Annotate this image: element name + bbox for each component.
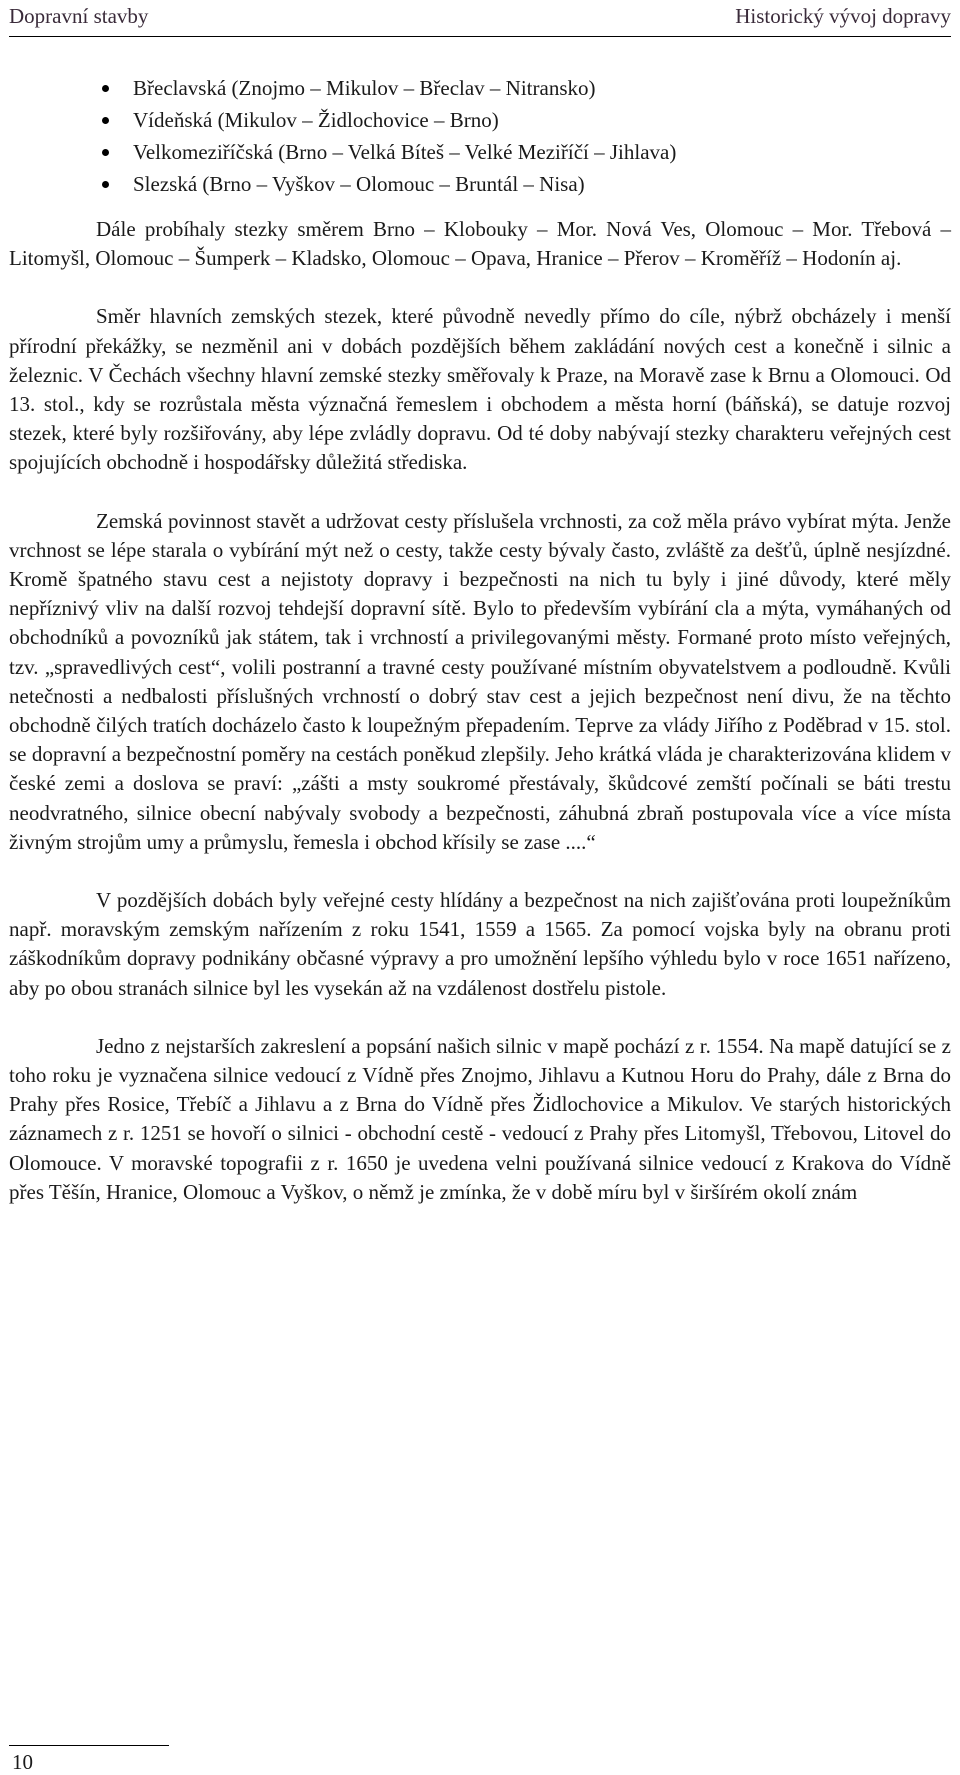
header-right-title: Historický vývoj dopravy (735, 4, 951, 28)
bullet-icon (102, 85, 109, 92)
paragraph: V pozdějších dobách byly veřejné cesty hlídány a bezpečnost na nich zajišťována proti loupežníkům např. moravským zemským nařízením z roku 1541, 1559 a 1565. Za pomocí vojska byly na obranu proti záškodníkům dopravy podnikány občasné výpravy a pro umožnění lepšího výhledu bylo v roce 1651 nařízeno, aby po obou stranách silnice byl les vysekán až na vzdálenost dostřelu pistole. (9, 888, 951, 1000)
route-list (0, 72, 676, 200)
list-item: Velkomeziříčská (Brno – Velká Bíteš – Velké Meziříčí – Jihlava) (0, 136, 676, 168)
bullet-icon (102, 181, 109, 188)
paragraph: Zemská povinnost stavět a udržovat cesty příslušela vrchnosti, za což měla právo vybírat mýta. Jenže vrchnost se lépe starala o vybírání mýt než o cesty, takže cesty bývaly často, zvláště za dešťů, úplně nesjízdné. Kromě špatného stavu cest a nejistoty dopravy i bezpečnosti na nich tu byly i jiné důvody, které měly nepříznivý vliv na další rozvoj tehdejší dopravní sítě. Bylo to především vybírání cla a mýta, vymáhaných od obchodníků a povozníků jak státem, tak i vrchností a privilegovanými městy. Formané proto místo veřejných, tzv. „spravedlivých cest“, volili postranní a travné cesty používané místním obyvatelstvem a podloudně. Kvůli netečnosti a nedbalosti příslušných vrchností o dobrý stav cest a jejich bezpečnost není divu, že na těchto obchodně čilých tratích docházelo často k loupežným přepadením. Teprve za vlády Jiřího z Poděbrad v 15. stol. se dopravní a bezpečnostní poměry na cestách poněkud zlepšily. Jeho krátká vláda je charakterizována klidem v české zemi a doslova se praví: „zášti a msty soukromé přestávaly, škůdcové zemští počínali se báti trestu neodvratného, silnice obecní nabývaly svobody a bezpečnosti, záhubná zbraň postupovala více a více místa živným strojům umy a průmyslu, řemesla i obchod křísily se zase ....“ (9, 508, 951, 854)
paragraph: Jedno z nejstarších zakreslení a popsání našich silnic v mapě pochází z r. 1554. Na mapě datující se z toho roku je vyznačena silnice vedoucí z Vídně přes Znojmo, Jihlavu a Kutnou Horu do Prahy, dále z Brna do Prahy přes Rosice, Třebíč a Jihlavu a z Brna do Vídně přes Židlochovice a Mikulov. Ve starých historických záznamech z r. 1251 se hovoří o silnici - obchodní cestě - vedoucí z Prahy přes Litomyšl, Třebovou, Litovel do Olomouce. V moravské topografii z r. 1650 je uvedena velni používaná silnice vedoucí z Krakova do Vídně přes Těšín, Hranice, Olomouc a Vyškov, o němž je zmínka, že v době míru byl v širšírém okolí znám (9, 1033, 951, 1204)
list-item: Břeclavská (Znojmo – Mikulov – Břeclav – Nitransko) (0, 72, 676, 104)
list-item: Vídeňská (Mikulov – Židlochovice – Brno) (0, 104, 676, 136)
paragraph: Dále probíhaly stezky směrem Brno – Klobouky – Mor. Nová Ves, Olomouc – Mor. Třebová – Litomyšl, Olomouc – Šumperk – Kladsko, Olomouc – Opava, Hranice – Přerov – Kroměříž – Hodonín aj. (9, 217, 951, 271)
header-left-title: Dopravní stavby (9, 4, 149, 28)
body-text (9, 215, 951, 1236)
page-footer (9, 1745, 169, 1774)
bullet-icon (102, 117, 109, 124)
list-item: Slezská (Brno – Vyškov – Olomouc – Bruntál – Nisa) (0, 168, 676, 200)
paragraph: Směr hlavních zemských stezek, které původně nevedly přímo do cíle, nýbrž obcházely i menší přírodní překážky, se nezměnil ani v dobách pozdějších během zakládání nových cest a konečně i silnic a železnic. V Čechách všechny hlavní zemské stezky směřovaly k Praze, na Moravě zase k Brnu a Olomouci. Od 13. stol., kdy se rozrůstala města význačná řemeslem i obchodem a města horní (báňská), se datuje rozvoj stezek, které byly rozšiřovány, aby lépe zvládly dopravu. Od té doby nabývají stezky charakteru veřejných cest spojujících obchodně i hospodářsky důležitá střediska. (9, 304, 951, 475)
page-header (9, 0, 951, 37)
page-number: 10 (12, 1750, 33, 1774)
bullet-icon (102, 149, 109, 156)
